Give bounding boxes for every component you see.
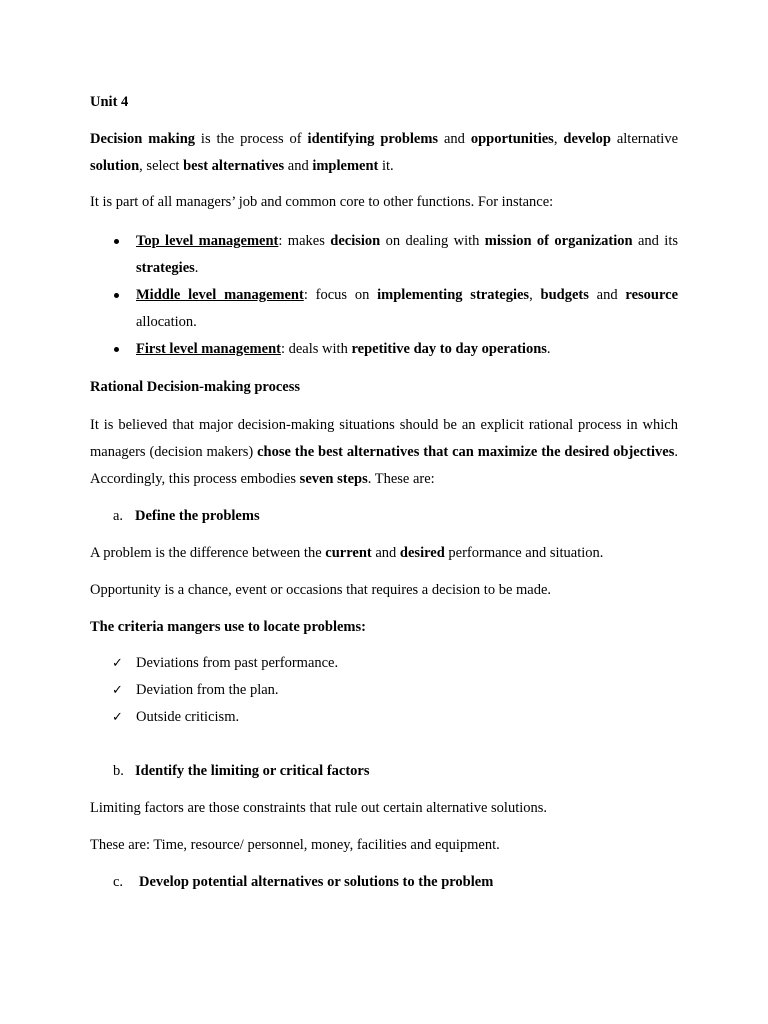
list-item: ✓ Deviations from past performance. — [136, 650, 678, 677]
limiting-factors-list: These are: Time, resource/ personnel, money, facilities and equipment. — [90, 837, 500, 853]
bullet-icon — [114, 293, 119, 298]
bullet-icon — [114, 239, 119, 244]
rational-heading: Rational Decision-making process — [90, 379, 300, 395]
list-item: ✓ Outside criticism. — [136, 704, 678, 731]
opportunity-definition: Opportunity is a chance, event or occasions that requires a decision to be made. — [90, 582, 552, 598]
step-a-heading: a. Define the problems — [113, 508, 260, 524]
list-item: Middle level management: focus on implementing strategies, budgets and resource allocation. — [136, 282, 678, 336]
criteria-heading: The criteria mangers use to locate problems: — [90, 619, 366, 635]
checkmark-icon: ✓ — [112, 710, 123, 725]
step-c-heading: c. Develop potential alternatives or solutions to the problem — [113, 874, 494, 890]
step-b-heading: b. Identify the limiting or critical factors — [113, 763, 370, 779]
list-item: Top level management: makes decision on dealing with mission of organization and its strategies. — [136, 228, 678, 282]
bullet-icon — [114, 347, 119, 352]
management-levels-list — [136, 228, 678, 363]
checkmark-icon: ✓ — [112, 656, 123, 671]
criteria-list — [112, 650, 678, 731]
managers-intro: It is part of all managers’ job and common core to other functions. For instance: — [90, 194, 554, 210]
intro-paragraph: Decision making is the process of identifying problems and opportunities, develop alternative solution, select best alternatives and implement it. — [90, 131, 679, 174]
checkmark-icon: ✓ — [112, 683, 123, 698]
unit-heading: Unit 4 — [90, 94, 129, 110]
list-item: ✓ Deviation from the plan. — [136, 677, 678, 704]
limiting-factors-definition: Limiting factors are those constraints that rule out certain alternative solutions. — [90, 800, 548, 816]
problem-definition: A problem is the difference between the current and desired performance and situation. — [90, 545, 604, 561]
list-item: First level management: deals with repetitive day to day operations. — [136, 336, 678, 363]
rational-paragraph: It is believed that major decision-making situations should be an explicit rational process in which managers (decision makers) chose the best alternatives that can maximize the desired objectives. Accordingly, this process embodies seven steps. These are: — [90, 417, 678, 487]
